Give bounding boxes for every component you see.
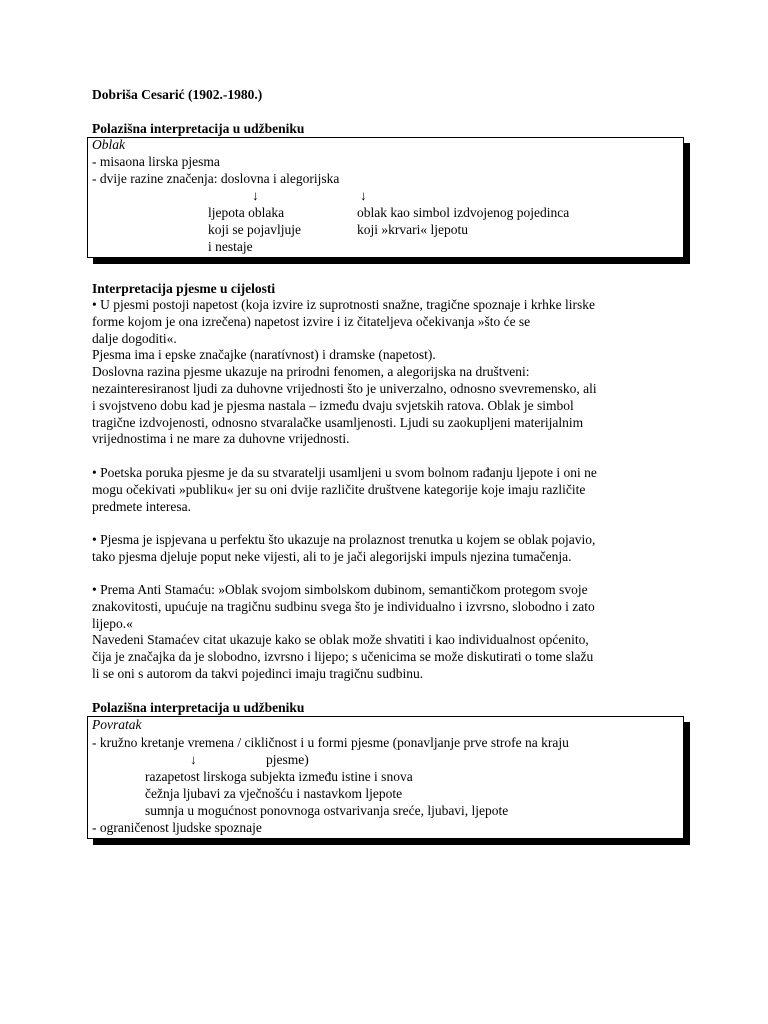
box-title-oblak: Oblak bbox=[92, 137, 125, 152]
paragraph-line: predmete interesa. bbox=[92, 498, 191, 514]
povratak-box bbox=[87, 716, 684, 839]
povratak-line-1-cont: pjesme) bbox=[266, 752, 309, 767]
paragraph-line: Pjesma ima i epske značajke (naratívnost) i dramske (napetost). bbox=[92, 347, 436, 363]
paragraph-line: lijepo.« bbox=[92, 615, 133, 631]
paragraph-line: tako pjesma djeluje poput neke vijesti, ali to je jači alegorijski impuls njezina tumačenja. bbox=[92, 548, 572, 564]
left-col-line: ljepota oblaka bbox=[208, 205, 285, 220]
paragraph-line: znakovitosti, upućuje na tragičnu sudbinu svega što je individualno i izvrsno, slobodno i zato bbox=[92, 598, 595, 614]
arrow-down-icon: ↓ bbox=[190, 752, 197, 767]
oblak-box bbox=[87, 137, 684, 258]
right-col-line: oblak kao simbol izdvojenog pojedinca bbox=[357, 205, 570, 220]
povratak-sub-line: sumnja u mogućnost ponovnoga ostvarivanja sreće, ljubavi, ljepote bbox=[145, 803, 509, 818]
povratak-line-1: - kružno kretanje vremena / cikličnost i u formi pjesme (ponavljanje prve strofe na kraju bbox=[92, 735, 569, 750]
paragraph-line: Navedeni Stamaćev citat ukazuje kako se oblak može shvatiti i kao individualnost općenito, bbox=[92, 632, 589, 648]
paragraph-line: forme kojom je ona izrečena) napetost izvire i iz čitateljeva očekivanja »što će se bbox=[92, 313, 531, 329]
arrow-down-icon: ↓ bbox=[360, 188, 367, 203]
paragraph-4 bbox=[92, 582, 692, 683]
paragraph-line: dalje dogoditi«. bbox=[92, 330, 177, 346]
left-col-line: koji se pojavljuje bbox=[208, 222, 301, 237]
povratak-sub-line: razapetost lirskoga subjekta između istine i snova bbox=[145, 769, 413, 784]
paragraph-1 bbox=[92, 297, 692, 448]
arrow-down-icon: ↓ bbox=[252, 188, 259, 203]
section-heading-povratak: Polazišna interpretacija u udžbeniku bbox=[92, 700, 305, 715]
document-title: Dobriša Cesarić (1902.-1980.) bbox=[92, 87, 263, 102]
paragraph-line: Doslovna razina pjesme ukazuje na prirodni fenomen, a alegorijska na društveni: bbox=[92, 364, 530, 380]
paragraph-line: nezainteresiranost ljudi za duhovne vrijednosti što je univerzalno, odnosno svevremensko, ali bbox=[92, 380, 597, 396]
paragraph-line: tragične izdvojenosti, odnosno stvaralačke usamljenosti. Ljudi su zaokupljeni materijalnim bbox=[92, 414, 584, 430]
left-col-line: i nestaje bbox=[208, 239, 253, 254]
povratak-last-line: - ograničenost ljudske spoznaje bbox=[92, 820, 262, 835]
paragraph-line: li se oni s autorom da takvi pojedinci imaju tragičnu sudbinu. bbox=[92, 665, 424, 681]
paragraph-line: mogu očekivati »publiku« jer su oni dvije različite društvene kategorije koje imaju različite bbox=[92, 481, 586, 497]
section-heading-interpretacija: Interpretacija pjesme u cijelosti bbox=[92, 281, 276, 296]
paragraph-line: • U pjesmi postoji napetost (koja izvire iz suprotnosti snažne, tragične spoznaje i krhke lirske bbox=[92, 297, 595, 312]
paragraph-3 bbox=[92, 532, 692, 566]
paragraph-line: • Prema Anti Stamaću: »Oblak svojom simbolskom dubinom, semantičkom protegom svoje bbox=[92, 582, 588, 597]
paragraph-line: čija je značajka da je slobodno, izvrsno i lijepo; s učenicima se može diskutirati o tome slažu bbox=[92, 649, 594, 665]
section-heading-oblak: Polazišna interpretacija u udžbeniku bbox=[92, 121, 305, 136]
oblak-line-1: - misaona lirska pjesma bbox=[92, 154, 220, 169]
paragraph-line: vrijednostima i ne mare za duhovne vrijednosti. bbox=[92, 431, 350, 447]
povratak-sub-line: čežnja ljubavi za vječnošću i nastavkom ljepote bbox=[145, 786, 403, 801]
paragraph-line: • Pjesma je ispjevana u perfektu što ukazuje na prolaznost trenutka u kojem se oblak pojavio, bbox=[92, 532, 596, 547]
box-title-povratak: Povratak bbox=[92, 717, 142, 732]
paragraph-line: • Poetska poruka pjesme je da su stvaratelji usamljeni u svom bolnom rađanju ljepote i oni ne bbox=[92, 465, 597, 480]
right-col-line: koji »krvari« ljepotu bbox=[357, 222, 468, 237]
oblak-line-2: - dvije razine značenja: doslovna i alegorijska bbox=[92, 171, 340, 186]
paragraph-2 bbox=[92, 465, 692, 515]
paragraph-line: i svojstveno dobu kad je pjesma nastala – između dvaju svjetskih ratova. Oblak je simbol bbox=[92, 397, 574, 413]
